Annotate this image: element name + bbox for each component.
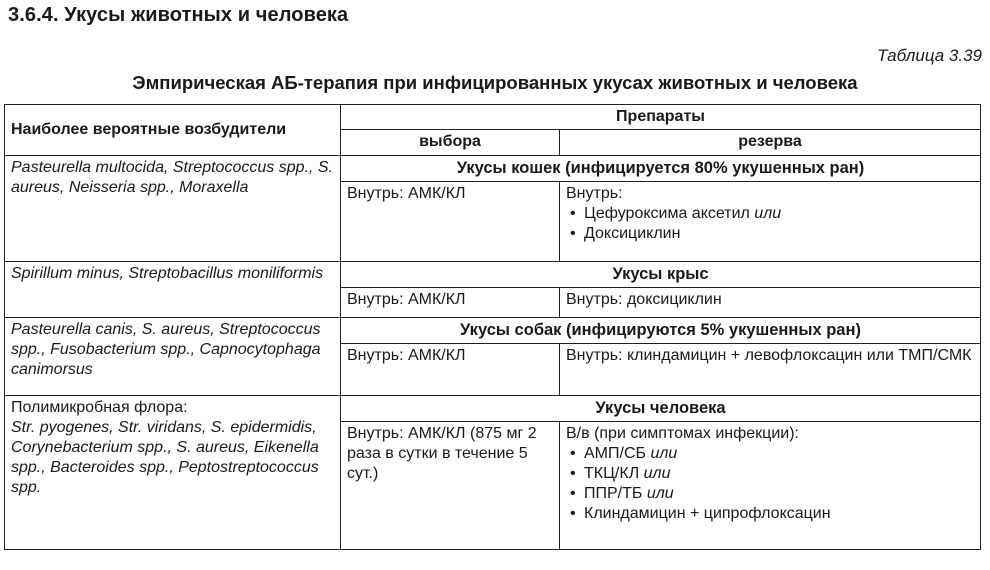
reserve-humans-list: [566, 444, 974, 524]
list-item: • Доксициклин: [566, 224, 974, 244]
reserve-cats-intro: Внутрь:: [566, 185, 623, 202]
pathogens-dogs: Pasteurella canis, S. aureus, Streptococcus spp., Fusobacterium spp., Capnocytophaga canimorsus: [5, 318, 341, 396]
reserve-dogs: Внутрь: клиндамицин + левофлоксацин или ТМП/СМК: [560, 344, 981, 396]
choice-humans: Внутрь: АМК/КЛ (875 мг 2 раза в сутки в течение 5 сут.): [341, 422, 560, 550]
group-cats: Укусы кошек (инфицируется 80% укушенных ран): [341, 156, 981, 182]
choice-rats: Внутрь: АМК/КЛ: [341, 288, 560, 318]
reserve-humans-intro: В/в (при симптомах инфекции):: [566, 425, 799, 442]
list-item: • Цефуроксима аксетил или: [566, 204, 974, 224]
reserve-rats: Внутрь: доксициклин: [560, 288, 981, 318]
header-reserve: резерва: [560, 130, 981, 156]
pathogens-humans-intro: Полимикробная флора:: [11, 399, 188, 416]
list-item: • ППР/ТБ или: [566, 484, 974, 504]
reserve-humans: [560, 422, 981, 550]
group-dogs: Укусы собак (инфицируются 5% укушенных ран): [341, 318, 981, 344]
list-item: • ТКЦ/КЛ или: [566, 464, 974, 484]
header-choice: выбора: [341, 130, 560, 156]
pathogens-rats: Spirillum minus, Streptobacillus moniliformis: [5, 262, 341, 318]
table-number: Таблица 3.39: [877, 46, 982, 65]
pathogens-humans-list: Str. pyogenes, Str. viridans, S. epidermidis, Corynebacterium spp., S. aureus, Eikenella spp., Bacteroides spp., Peptostreptococcus spp.: [11, 419, 319, 496]
header-drugs: Препараты: [341, 105, 981, 130]
reserve-cats-list: [566, 204, 974, 244]
choice-dogs: Внутрь: АМК/КЛ: [341, 344, 560, 396]
pathogens-humans: [5, 396, 341, 550]
list-item: • Клиндамицин + ципрофлоксацин: [566, 504, 974, 524]
group-rats: Укусы крыс: [341, 262, 981, 288]
antibiotic-therapy-table: [4, 104, 981, 550]
group-humans: Укусы человека: [341, 396, 981, 422]
reserve-cats: [560, 182, 981, 262]
list-item: • АМП/СБ или: [566, 444, 974, 464]
header-pathogens: Наиболее вероятные возбудители: [5, 105, 341, 156]
section-title: 3.6.4. Укусы животных и человека: [8, 4, 349, 26]
choice-cats: Внутрь: АМК/КЛ: [341, 182, 560, 262]
pathogens-cats: Pasteurella multocida, Streptococcus spp., S. aureus, Neisseria spp., Moraxella: [5, 156, 341, 262]
table-caption: Эмпирическая АБ-терапия при инфицированных укусах животных и человека: [132, 72, 858, 93]
